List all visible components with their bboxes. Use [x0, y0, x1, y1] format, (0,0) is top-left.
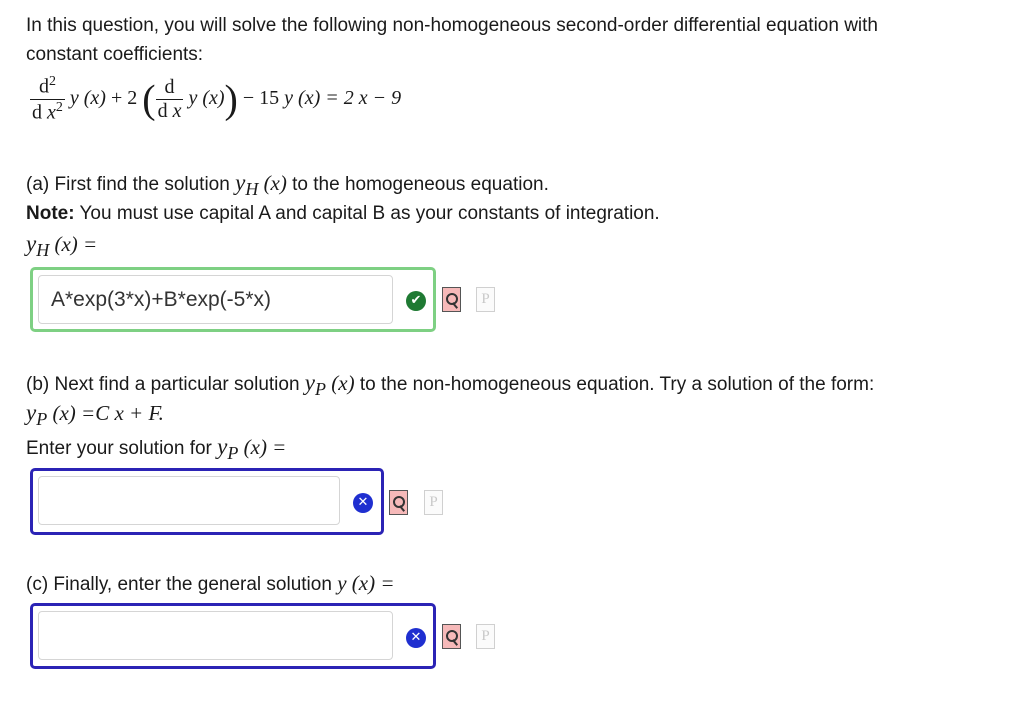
part-b-answer-box [30, 468, 384, 535]
part-a-label: $y_H$ (x) = [26, 231, 98, 260]
part-a-answer-input[interactable] [38, 275, 393, 324]
part-b-trial-form: $y_P$ (x) =C x + F. [26, 400, 164, 429]
eq-y-of-x-2: y (x) [188, 86, 225, 109]
preview-icon[interactable] [389, 490, 408, 515]
first-derivative-fraction: $\frac{d}{\text{d x}}$ [157, 75, 182, 122]
part-c-answer-input[interactable] [38, 611, 393, 660]
part-a-prompt: (a) First find the solution $y_H$ (x) to the homogeneous equation. [26, 170, 549, 199]
preview-icon[interactable] [442, 287, 461, 312]
correct-check-icon: ✔ [406, 291, 426, 311]
differential-equation: $\frac{d^2}{d x^2}$ y (x) + 2 ( $\frac{d}{\text{d x}}$ y (x)) − 15 y (x) = 2 x − 9 [32, 74, 402, 124]
eq-rhs: = 2 x − 9 [325, 86, 402, 109]
p-document-icon[interactable]: P [476, 287, 495, 312]
part-b-enter-label: Enter your solution for $y_P$ (x) = [26, 434, 287, 463]
part-b-prompt: (b) Next find a particular solution $y_P$ (x) to the non-homogeneous equation. Try a solution of the form: [26, 370, 875, 399]
eq-y-of-x-1: y (x) [69, 86, 106, 109]
second-derivative-fraction: $\frac{d^2}{d x^2}$ [32, 74, 63, 124]
intro-line-1: In this question, you will solve the following non-homogeneous second-order differential equation with [26, 15, 879, 36]
p-document-icon[interactable]: P [424, 490, 443, 515]
eq-plus-two: + 2 [110, 86, 138, 109]
part-b-answer-input[interactable] [38, 476, 340, 525]
part-a-note: Note: You must use capital A and capital B as your constants of integration. [26, 203, 660, 224]
part-a-answer-box [30, 267, 436, 332]
p-document-icon[interactable]: P [476, 624, 495, 649]
eq-minus-fifteen: − 15 [242, 86, 280, 109]
part-c-answer-box [30, 603, 436, 669]
eq-y-of-x-3: y (x) [284, 86, 321, 109]
part-c-prompt: (c) Finally, enter the general solution y (x) = [26, 571, 395, 595]
preview-icon[interactable] [442, 624, 461, 649]
incorrect-x-icon: ✕ [406, 628, 426, 648]
intro-line-2: constant coefficients: [26, 44, 204, 65]
incorrect-x-icon: ✕ [353, 493, 373, 513]
